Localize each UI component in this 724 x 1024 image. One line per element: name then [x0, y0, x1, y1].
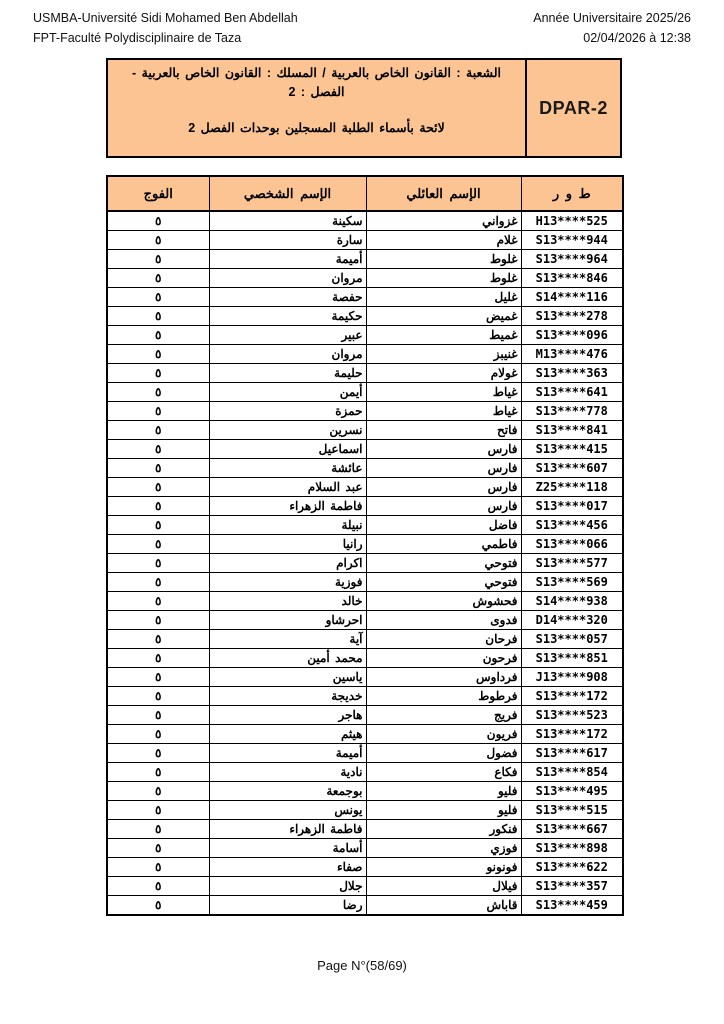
table-row: [107, 687, 623, 706]
col-header-first-name: الإسم الشخصي: [209, 176, 366, 211]
cell-family-name: غميض: [366, 307, 521, 326]
cell-student-id: S13****964: [521, 250, 623, 269]
cell-student-id: S14****938: [521, 592, 623, 611]
cell-first-name: احرشاو: [209, 611, 366, 630]
cell-group: ٥: [107, 630, 209, 649]
table-row: [107, 211, 623, 231]
cell-family-name: فدوى: [366, 611, 521, 630]
cell-group: ٥: [107, 801, 209, 820]
cell-first-name: فاطمة الزهراء: [209, 497, 366, 516]
cell-first-name: خديجة: [209, 687, 366, 706]
cell-student-id: S13****515: [521, 801, 623, 820]
cell-student-id: M13****476: [521, 345, 623, 364]
table-row: [107, 269, 623, 288]
cell-group: ٥: [107, 763, 209, 782]
list-title: لائحة بأسماء الطلبة المسجلين بوحدات الفصل 2: [188, 121, 445, 135]
cell-student-id: S13****523: [521, 706, 623, 725]
cell-family-name: فنكور: [366, 820, 521, 839]
cell-family-name: غميط: [366, 326, 521, 345]
cell-student-id: S13****363: [521, 364, 623, 383]
cell-student-id: S13****577: [521, 554, 623, 573]
cell-first-name: محمد أمين: [209, 649, 366, 668]
table-body: [107, 211, 623, 915]
cell-first-name: عبد السلام: [209, 478, 366, 497]
cell-first-name: نادية: [209, 763, 366, 782]
program-code: DPAR-2: [525, 60, 620, 156]
cell-student-id: S13****278: [521, 307, 623, 326]
cell-family-name: فليو: [366, 801, 521, 820]
cell-student-id: S13****495: [521, 782, 623, 801]
cell-student-id: S13****846: [521, 269, 623, 288]
cell-first-name: رضا: [209, 896, 366, 916]
cell-first-name: مروان: [209, 345, 366, 364]
table-row: [107, 744, 623, 763]
table-row: [107, 307, 623, 326]
table-row: [107, 326, 623, 345]
table-row: [107, 459, 623, 478]
cell-first-name: أيمن: [209, 383, 366, 402]
cell-group: ٥: [107, 877, 209, 896]
cell-student-id: S13****357: [521, 877, 623, 896]
cell-group: ٥: [107, 687, 209, 706]
cell-first-name: يونس: [209, 801, 366, 820]
cell-group: ٥: [107, 440, 209, 459]
cell-student-id: S13****854: [521, 763, 623, 782]
cell-student-id: S13****898: [521, 839, 623, 858]
cell-group: ٥: [107, 725, 209, 744]
filiere-line: الشعبة : القانون الخاص بالعربية / المسلك : القانون الخاص بالعربية - الفصل : 2: [132, 66, 501, 99]
table-header-row: [107, 176, 623, 211]
cell-family-name: فتوحي: [366, 573, 521, 592]
cell-group: ٥: [107, 782, 209, 801]
title-info-cell: [108, 60, 525, 156]
institution-block: [33, 8, 298, 48]
cell-first-name: حليمة: [209, 364, 366, 383]
cell-family-name: فارس: [366, 497, 521, 516]
cell-first-name: جلال: [209, 877, 366, 896]
cell-family-name: فحشوش: [366, 592, 521, 611]
cell-group: ٥: [107, 573, 209, 592]
cell-family-name: غليل: [366, 288, 521, 307]
cell-student-id: S13****096: [521, 326, 623, 345]
table-row: [107, 763, 623, 782]
page-number: Page N°(58/69): [317, 958, 407, 973]
table-row: [107, 231, 623, 250]
cell-family-name: فضول: [366, 744, 521, 763]
table-row: [107, 364, 623, 383]
cell-group: ٥: [107, 250, 209, 269]
cell-student-id: S13****017: [521, 497, 623, 516]
cell-first-name: بوجمعة: [209, 782, 366, 801]
cell-first-name: ياسين: [209, 668, 366, 687]
table-row: [107, 535, 623, 554]
table-row: [107, 896, 623, 916]
cell-first-name: عبير: [209, 326, 366, 345]
table-row: [107, 554, 623, 573]
cell-group: ٥: [107, 649, 209, 668]
cell-first-name: اكرام: [209, 554, 366, 573]
table-row: [107, 497, 623, 516]
cell-group: ٥: [107, 535, 209, 554]
cell-group: ٥: [107, 611, 209, 630]
cell-student-id: S13****617: [521, 744, 623, 763]
cell-first-name: هاجر: [209, 706, 366, 725]
cell-group: ٥: [107, 269, 209, 288]
table-row: [107, 725, 623, 744]
cell-group: ٥: [107, 516, 209, 535]
cell-group: ٥: [107, 858, 209, 877]
cell-family-name: غلام: [366, 231, 521, 250]
cell-family-name: فتوحي: [366, 554, 521, 573]
cell-group: ٥: [107, 706, 209, 725]
cell-family-name: غياط: [366, 402, 521, 421]
cell-first-name: حفصة: [209, 288, 366, 307]
col-header-family-name: الإسم العائلي: [366, 176, 521, 211]
cell-group: ٥: [107, 478, 209, 497]
cell-first-name: أميمة: [209, 250, 366, 269]
cell-first-name: أميمة: [209, 744, 366, 763]
cell-student-id: S13****667: [521, 820, 623, 839]
students-table: [106, 175, 624, 916]
cell-student-id: S13****622: [521, 858, 623, 877]
cell-family-name: فرحان: [366, 630, 521, 649]
cell-first-name: فوزية: [209, 573, 366, 592]
cell-student-id: S14****116: [521, 288, 623, 307]
cell-group: ٥: [107, 231, 209, 250]
cell-group: ٥: [107, 497, 209, 516]
cell-first-name: حكيمة: [209, 307, 366, 326]
title-box: [106, 58, 622, 158]
cell-group: ٥: [107, 744, 209, 763]
cell-family-name: فرحون: [366, 649, 521, 668]
table-row: [107, 402, 623, 421]
cell-family-name: فليو: [366, 782, 521, 801]
cell-family-name: فارس: [366, 478, 521, 497]
cell-first-name: آية: [209, 630, 366, 649]
cell-student-id: S13****851: [521, 649, 623, 668]
table-row: [107, 820, 623, 839]
cell-group: ٥: [107, 668, 209, 687]
cell-group: ٥: [107, 592, 209, 611]
cell-group: ٥: [107, 345, 209, 364]
cell-student-id: Z25****118: [521, 478, 623, 497]
cell-family-name: غنيبز: [366, 345, 521, 364]
cell-group: ٥: [107, 364, 209, 383]
table-row: [107, 858, 623, 877]
cell-student-id: S13****415: [521, 440, 623, 459]
cell-student-id: S13****569: [521, 573, 623, 592]
cell-family-name: غلوط: [366, 269, 521, 288]
cell-family-name: فونونو: [366, 858, 521, 877]
cell-student-id: S13****778: [521, 402, 623, 421]
cell-family-name: فارس: [366, 440, 521, 459]
university-name: USMBA-Université Sidi Mohamed Ben Abdellah: [33, 11, 298, 25]
cell-student-id: S13****944: [521, 231, 623, 250]
academic-year: Année Universitaire 2025/26: [533, 11, 691, 25]
cell-group: ٥: [107, 459, 209, 478]
cell-student-id: S13****066: [521, 535, 623, 554]
cell-family-name: فرطوط: [366, 687, 521, 706]
cell-first-name: مروان: [209, 269, 366, 288]
table-row: [107, 839, 623, 858]
cell-group: ٥: [107, 211, 209, 231]
cell-group: ٥: [107, 383, 209, 402]
table-row: [107, 478, 623, 497]
cell-family-name: فاضل: [366, 516, 521, 535]
table-row: [107, 668, 623, 687]
cell-student-id: S13****172: [521, 725, 623, 744]
print-datetime: 02/04/2026 à 12:38: [583, 31, 691, 45]
cell-group: ٥: [107, 554, 209, 573]
cell-student-id: H13****525: [521, 211, 623, 231]
cell-family-name: غولام: [366, 364, 521, 383]
cell-family-name: قاباش: [366, 896, 521, 916]
cell-family-name: فريون: [366, 725, 521, 744]
cell-first-name: خالد: [209, 592, 366, 611]
table-row: [107, 440, 623, 459]
cell-group: ٥: [107, 288, 209, 307]
cell-group: ٥: [107, 402, 209, 421]
table-row: [107, 516, 623, 535]
cell-first-name: اسماعيل: [209, 440, 366, 459]
cell-student-id: S13****641: [521, 383, 623, 402]
document-header: [33, 8, 691, 48]
cell-first-name: صفاء: [209, 858, 366, 877]
col-header-id: ط و ر: [521, 176, 623, 211]
cell-first-name: نبيلة: [209, 516, 366, 535]
cell-family-name: فيلال: [366, 877, 521, 896]
table-row: [107, 877, 623, 896]
cell-student-id: S13****057: [521, 630, 623, 649]
cell-student-id: D14****320: [521, 611, 623, 630]
cell-group: ٥: [107, 839, 209, 858]
cell-family-name: فكاع: [366, 763, 521, 782]
cell-family-name: غياط: [366, 383, 521, 402]
table-row: [107, 383, 623, 402]
cell-family-name: فريج: [366, 706, 521, 725]
cell-student-id: S13****456: [521, 516, 623, 535]
cell-first-name: رانيا: [209, 535, 366, 554]
cell-student-id: S13****459: [521, 896, 623, 916]
table-row: [107, 801, 623, 820]
cell-student-id: S13****841: [521, 421, 623, 440]
cell-group: ٥: [107, 421, 209, 440]
cell-first-name: أسامة: [209, 839, 366, 858]
cell-group: ٥: [107, 896, 209, 916]
table-row: [107, 630, 623, 649]
cell-student-id: S13****607: [521, 459, 623, 478]
cell-first-name: حمزة: [209, 402, 366, 421]
date-block: [533, 8, 691, 48]
cell-family-name: فرداوس: [366, 668, 521, 687]
col-header-group: الفوج: [107, 176, 209, 211]
cell-first-name: سارة: [209, 231, 366, 250]
cell-first-name: هيثم: [209, 725, 366, 744]
cell-family-name: فارس: [366, 459, 521, 478]
table-row: [107, 782, 623, 801]
cell-first-name: سكينة: [209, 211, 366, 231]
cell-student-id: S13****172: [521, 687, 623, 706]
cell-group: ٥: [107, 326, 209, 345]
cell-family-name: فاتح: [366, 421, 521, 440]
table-row: [107, 573, 623, 592]
cell-family-name: غزواني: [366, 211, 521, 231]
cell-student-id: J13****908: [521, 668, 623, 687]
table-row: [107, 649, 623, 668]
cell-group: ٥: [107, 307, 209, 326]
table-row: [107, 611, 623, 630]
cell-first-name: نسرين: [209, 421, 366, 440]
table-row: [107, 421, 623, 440]
table-row: [107, 288, 623, 307]
faculty-name: FPT-Faculté Polydisciplinaire de Taza: [33, 31, 242, 45]
table-row: [107, 345, 623, 364]
cell-family-name: غلوط: [366, 250, 521, 269]
table-row: [107, 706, 623, 725]
table-row: [107, 592, 623, 611]
table-row: [107, 250, 623, 269]
cell-family-name: فوزي: [366, 839, 521, 858]
cell-family-name: فاطمي: [366, 535, 521, 554]
cell-first-name: عائشة: [209, 459, 366, 478]
cell-group: ٥: [107, 820, 209, 839]
cell-first-name: فاطمة الزهراء: [209, 820, 366, 839]
